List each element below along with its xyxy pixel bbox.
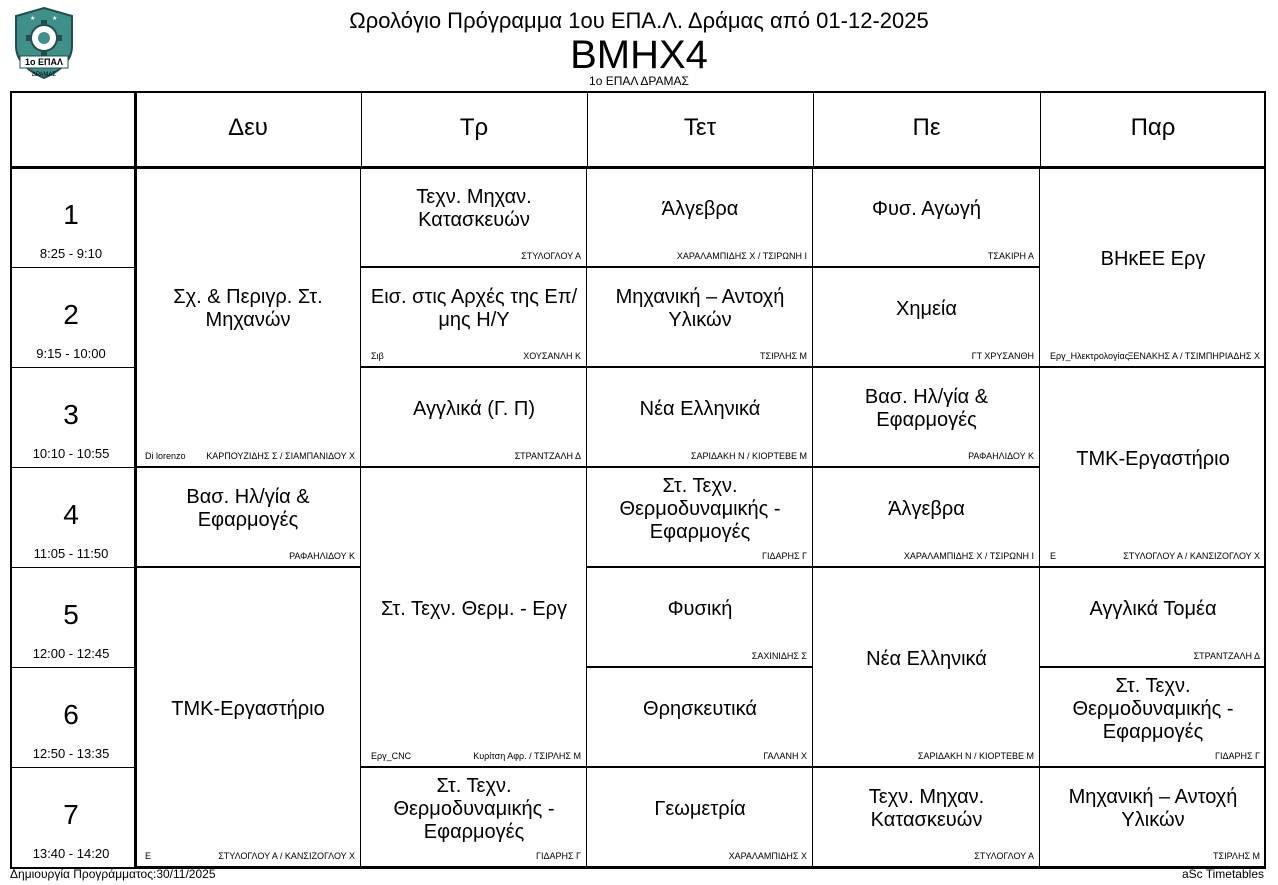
lesson-teacher: ΧΑΡΑΛΑΜΠΙΔΗΣ Χ / ΤΣΙΡΩΝΗ Ι [676, 251, 807, 261]
lesson-cell[interactable] [587, 367, 813, 467]
lesson-teacher: ΧΑΡΑΛΑΜΠΙΔΗΣ Χ / ΤΣΙΡΩΝΗ Ι [903, 551, 1034, 561]
lesson-teacher: ΣΤΥΛΟΓΛΟΥ Α [974, 851, 1034, 861]
period-separator [10, 467, 135, 468]
lesson-border [135, 567, 361, 568]
period-number: 1 [63, 199, 79, 230]
lesson-border [1040, 667, 1266, 668]
lesson-teacher: ΓΙΔΑΡΗΣ Γ [762, 551, 807, 561]
period-time: 8:25 - 9:10 [39, 246, 103, 261]
lesson-border [813, 467, 1040, 468]
day-header-separator [361, 91, 362, 167]
period-separator [10, 267, 135, 268]
period-number: 4 [63, 499, 79, 530]
created-date: Δημιουργία Προγράμματος:30/11/2025 [10, 867, 216, 881]
lesson-border [813, 367, 1040, 368]
lesson-subject: Στ. Τεχν. Θερμοδυναμικής - Εφαρμογές [1072, 674, 1234, 743]
lesson-room: Di lorenzo [145, 451, 186, 461]
software-name: aSc Timetables [1181, 867, 1264, 881]
lesson-cell[interactable] [813, 767, 1040, 867]
lesson-subject: Στ. Τεχν. Θερμ. - Εργ [380, 597, 568, 620]
lesson-border [587, 267, 813, 268]
svg-text:★: ★ [52, 16, 58, 22]
lesson-border [361, 467, 587, 468]
lesson-room: Ε [1050, 551, 1057, 561]
period-separator [10, 767, 135, 768]
lesson-cell[interactable] [361, 467, 587, 767]
lesson-subject: Εισ. στις Αρχές της Επ/μης Η/Υ [370, 286, 578, 331]
lesson-teacher: ΣΤΥΛΟΓΛΟΥ Α [521, 251, 581, 261]
lesson-border [587, 667, 813, 668]
lesson-teacher: ΓΙΔΑΡΗΣ Γ [536, 851, 581, 861]
lesson-teacher: ΓΑΛΑΝΗ Χ [763, 751, 807, 761]
lesson-teacher: ΡΑΦΑΗΛΙΔΟΥ Κ [968, 451, 1034, 461]
class-name: ΒΜΗΧ4 [570, 33, 708, 77]
lesson-border [813, 267, 1040, 268]
grid-border-right [1264, 91, 1266, 869]
grid-border-left [10, 91, 12, 869]
lesson-border [135, 467, 361, 468]
lesson-cell[interactable] [135, 467, 361, 567]
lesson-teacher: ΧΑΡΑΛΑΜΠΙΔΗΣ Χ [728, 851, 807, 861]
period-time: 12:00 - 12:45 [32, 646, 110, 661]
lesson-cell[interactable] [813, 167, 1040, 267]
lesson-cell[interactable] [361, 367, 587, 467]
day-header-separator [813, 91, 814, 167]
lesson-subject: ΤΜΚ-Εργαστήριο [171, 697, 325, 720]
lesson-cell[interactable] [361, 167, 587, 267]
lesson-border [1040, 367, 1266, 368]
day-header-separator [587, 91, 588, 167]
svg-text:★: ★ [30, 16, 36, 22]
lesson-teacher: ΞΕΝΑΚΗΣ Α / ΤΣΙΜΠΗΡΙΑΔΗΣ Χ [1127, 351, 1260, 361]
lesson-subject: Στ. Τεχν. Θερμοδυναμικής - Εφαρμογές [393, 774, 555, 843]
lesson-subject: Φυσική [667, 597, 733, 620]
day-header: Πε [912, 114, 941, 141]
logo-subtext: ΔΡΑΜΑΣ [31, 72, 57, 78]
lesson-subject: Σχ. & Περιγρ. Στ. Μηχανών [173, 286, 323, 331]
lesson-room: Σιβ [371, 351, 384, 361]
lesson-cell[interactable] [813, 367, 1040, 467]
grid-border-top [10, 91, 1266, 93]
lesson-cell[interactable] [361, 767, 587, 867]
lesson-cell[interactable] [587, 467, 813, 567]
lesson-subject: Βασ. Ηλ/γία & Εφαρμογές [186, 486, 310, 531]
lesson-teacher: ΓΤ ΧΡΥΣΑΝΘΗ [971, 351, 1034, 361]
lesson-teacher: ΓΙΔΑΡΗΣ Γ [1215, 751, 1260, 761]
logo-text: 1ο ΕΠΑΛ [24, 57, 63, 67]
period-column-separator [134, 91, 137, 867]
period-time: 10:10 - 10:55 [32, 446, 110, 461]
lesson-subject: Νέα Ελληνικά [639, 397, 761, 420]
school-name: 1ο ΕΠΑΛ ΔΡΑΜΑΣ [589, 74, 689, 88]
lesson-room: Ε [145, 851, 152, 861]
period-time: 12:50 - 13:35 [32, 746, 110, 761]
lesson-subject: Άλγεβρα [888, 497, 965, 520]
lesson-subject: Μηχανική – Αντοχή Υλικών [1068, 786, 1238, 831]
lesson-border [587, 567, 813, 568]
lesson-cell[interactable] [813, 467, 1040, 567]
lesson-teacher: ΧΟΥΣΑΝΛΗ Κ [523, 351, 581, 361]
lesson-cell[interactable] [587, 267, 813, 367]
lesson-border [587, 367, 813, 368]
lesson-teacher: ΣΤΥΛΟΓΛΟΥ Α / ΚΑΝΣΙΖΟΓΛΟΥ Χ [1123, 551, 1260, 561]
period-number: 6 [63, 699, 79, 730]
lesson-subject: ΤΜΚ-Εργαστήριο [1076, 447, 1230, 470]
lesson-teacher: ΤΣΙΡΛΗΣ Μ [1213, 851, 1260, 861]
lesson-cell[interactable] [587, 567, 813, 667]
lesson-cell[interactable] [1040, 767, 1266, 867]
lesson-border [813, 767, 1040, 768]
header-separator [10, 166, 1266, 169]
lesson-cell[interactable] [1040, 367, 1266, 567]
day-header: Παρ [1130, 114, 1176, 141]
lesson-subject: ΒΗκΕΕ Εργ [1100, 247, 1206, 270]
lesson-subject: Θρησκευτικά [643, 697, 757, 720]
lesson-border [1040, 567, 1266, 568]
lesson-room: Εργ_Ηλεκτρολογίας [1050, 351, 1130, 361]
lesson-subject: Φυσ. Αγωγή [872, 197, 981, 220]
lesson-subject: Άλγεβρα [661, 197, 739, 220]
lesson-cell[interactable] [1040, 167, 1266, 367]
period-number: 2 [63, 299, 79, 330]
period-number: 5 [63, 599, 79, 630]
day-header: Τετ [683, 114, 717, 141]
period-number: 7 [63, 799, 79, 830]
lesson-border [361, 267, 587, 268]
lesson-room: Εργ_CNC [371, 751, 412, 761]
lesson-teacher: ΡΑΦΑΗΛΙΔΟΥ Κ [289, 551, 355, 561]
lesson-border [587, 767, 813, 768]
lesson-teacher: ΤΣΑΚΙΡΗ Α [987, 251, 1034, 261]
lesson-cell[interactable] [135, 567, 361, 867]
lesson-subject: Βασ. Ηλ/γία & Εφαρμογές [864, 386, 989, 431]
lesson-subject: Τεχν. Μηχαν. Κατασκευών [868, 786, 985, 831]
lesson-teacher: ΣΑΡΙΔΑΚΗ Ν / ΚΙΟΡΤΕΒΕ Μ [917, 751, 1034, 761]
lesson-cell[interactable] [1040, 667, 1266, 767]
lesson-cell[interactable] [813, 267, 1040, 367]
lesson-teacher: ΣΑΡΙΔΑΚΗ Ν / ΚΙΟΡΤΕΒΕ Μ [690, 451, 807, 461]
lesson-border [1040, 767, 1266, 768]
period-number: 3 [63, 399, 79, 430]
lesson-teacher: ΣΤΥΛΟΓΛΟΥ Α / ΚΑΝΣΙΖΟΓΛΟΥ Χ [218, 851, 355, 861]
lesson-subject: Στ. Τεχν. Θερμοδυναμικής - Εφαρμογές [619, 474, 781, 543]
lesson-teacher: Κυρίτση Αφρ. / ΤΣΙΡΛΗΣ Μ [473, 751, 581, 761]
day-header: Δευ [228, 114, 268, 141]
lesson-subject: Αγγλικά (Γ. Π) [413, 397, 535, 420]
lesson-subject: Γεωμετρία [654, 797, 746, 820]
lesson-teacher: ΣΑΧΙΝΙΔΗΣ Σ [751, 651, 807, 661]
period-time: 13:40 - 14:20 [32, 846, 110, 861]
day-header-separator [1040, 91, 1041, 167]
lesson-subject: Αγγλικά Τομέα [1089, 597, 1217, 620]
lesson-border [361, 367, 587, 368]
period-time: 9:15 - 10:00 [36, 346, 106, 361]
lesson-teacher: ΣΤΡΑΝΤΖΑΛΗ Δ [1193, 651, 1260, 661]
period-separator [10, 667, 135, 668]
lesson-cell[interactable] [361, 267, 587, 367]
period-separator [10, 367, 135, 368]
lesson-teacher: ΤΣΙΡΛΗΣ Μ [760, 351, 807, 361]
lesson-teacher: ΣΤΡΑΝΤΖΑΛΗ Δ [514, 451, 581, 461]
period-separator [10, 567, 135, 568]
lesson-border [587, 467, 813, 468]
lesson-subject: Τεχν. Μηχαν. Κατασκευών [416, 186, 532, 231]
lesson-cell[interactable] [587, 167, 813, 267]
lesson-teacher: ΚΑΡΠΟΥΖΙΔΗΣ Σ / ΣΙΑΜΠΑΝΙΔΟΥ Χ [206, 451, 355, 461]
lesson-border [813, 567, 1040, 568]
lesson-cell[interactable] [587, 767, 813, 867]
lesson-subject: Μηχανική – Αντοχή Υλικών [615, 286, 785, 331]
lesson-subject: Νέα Ελληνικά [866, 647, 987, 670]
lesson-cell[interactable] [813, 567, 1040, 767]
page-title: Ωρολόγιο Πρόγραμμα 1ου ΕΠΑ.Λ. Δράμας από 01-12-2025 [349, 8, 929, 33]
lesson-cell[interactable] [587, 667, 813, 767]
period-time: 11:05 - 11:50 [33, 546, 109, 561]
day-header: Τρ [459, 114, 489, 141]
lesson-border [361, 767, 587, 768]
lesson-cell[interactable] [1040, 567, 1266, 667]
lesson-subject: Χημεία [896, 297, 957, 320]
lesson-cell[interactable] [135, 167, 361, 467]
